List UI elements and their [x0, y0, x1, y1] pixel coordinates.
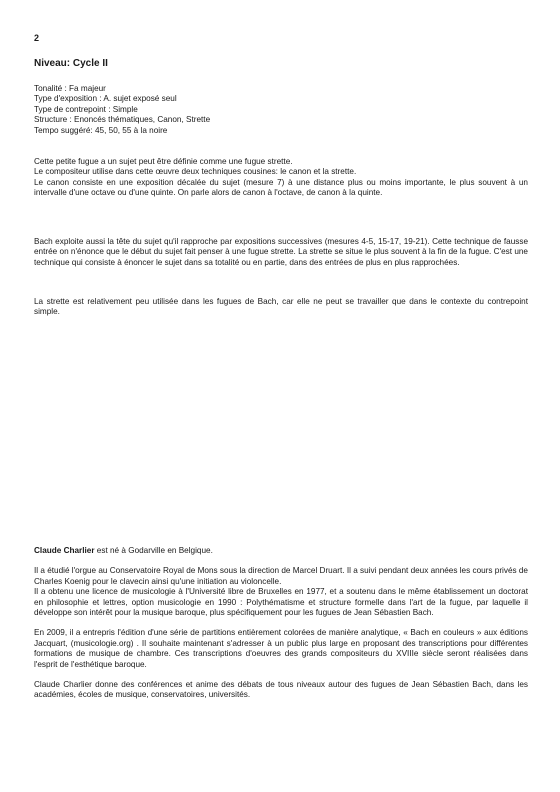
meta-tempo: Tempo suggéré: 45, 50, 55 à la noire	[34, 125, 168, 135]
analysis-text-3: La strette est relativement peu utilisée dans les fugues de Bach, car elle ne peut se travailler que dans le contexte du contrepoint simple.	[34, 297, 528, 317]
biography-section	[34, 546, 528, 701]
level-heading: Niveau: Cycle II	[34, 58, 108, 69]
analysis-line-3: Le canon consiste en une exposition décalée du sujet (mesure 7) à une distance plus ou moins importante, le plus souvent à un intervalle d'une octave ou d'une quinte. On parle alors de canon à l'octave, de canon à la quinte.	[34, 177, 528, 198]
bio-intro	[34, 546, 528, 556]
analysis-text-2: Bach exploite aussi la tête du sujet qu'il rapproche par expositions successives (mesures 4-5, 15-17, 19-21). Cette technique de fausse entrée on n'énonce que le début du sujet fait penser à une fugue strette. La strette se situe le plus souvent à la fin de la fugue. C'est une technique qui consiste à énoncer le sujet dans sa totalité ou en partie, dans des entrées de plus en plus rapprochées.	[34, 237, 528, 267]
page-number: 2	[34, 33, 40, 43]
analysis-line-2: Le compositeur utilise dans cette œuvre deux techniques cousines: le canon et la strette.	[34, 167, 357, 177]
author-name: Claude Charlier	[34, 546, 95, 555]
bio-paragraph-1: Il a étudié l'orgue au Conservatoire Royal de Mons sous la direction de Marcel Druart. Il a suivi pendant deux années les cours privés de Charles Koenig pour le clavecin ainsi qu'une initiation au violoncelle.	[34, 566, 528, 586]
bio-paragraph-2: Il a obtenu une licence de musicologie à l'Université libre de Bruxelles en 1977, et a soutenu dans le même établissement un doctorat en philosophie et lettres, option musicologie en 1990 : Polythématisme et structure formelle dans l'art de la fugue, par laquelle il développe son intérêt pour la musique baroque, plus spécifiquement pour les fugues de Jean Sébastien Bach.	[34, 587, 528, 618]
bio-paragraph-4: Claude Charlier donne des conférences et anime des débats de tous niveaux autour des fugues de Jean Sébastien Bach, dans les académies, écoles de musique, conservatoires, universités.	[34, 680, 528, 700]
bio-intro-text: est né à Godarville en Belgique.	[94, 546, 213, 555]
bio-paragraph-3: En 2009, il a entrepris l'édition d'une série de partitions entièrement colorées de manière analytique, « Bach en couleurs » aux éditions Jacquart, (musicologie.org) . Il souhaite maintenant s'adresser à un public plus large en proposant des transcriptions pour différentes formations de musique de chambre. Ces transcriptions d'oeuvres des grands compositeurs du XVIIIe siècle seront réalisées dans l'esprit de l'esthétique baroque.	[34, 628, 528, 669]
analysis-paragraph-3	[34, 297, 528, 318]
metadata-block	[34, 84, 528, 136]
analysis-paragraph-1	[34, 157, 528, 199]
meta-structure: Structure : Enoncés thématiques, Canon, Strette	[34, 115, 211, 125]
analysis-line-1: Cette petite fugue a un sujet peut être définie comme une fugue strette.	[34, 157, 293, 166]
meta-exposition-type: Type d'exposition : A. sujet exposé seul	[34, 94, 177, 104]
meta-tonality: Tonalité : Fa majeur	[34, 84, 106, 93]
analysis-paragraph-2	[34, 237, 528, 268]
meta-counterpoint-type: Type de contrepoint : Simple	[34, 104, 138, 114]
